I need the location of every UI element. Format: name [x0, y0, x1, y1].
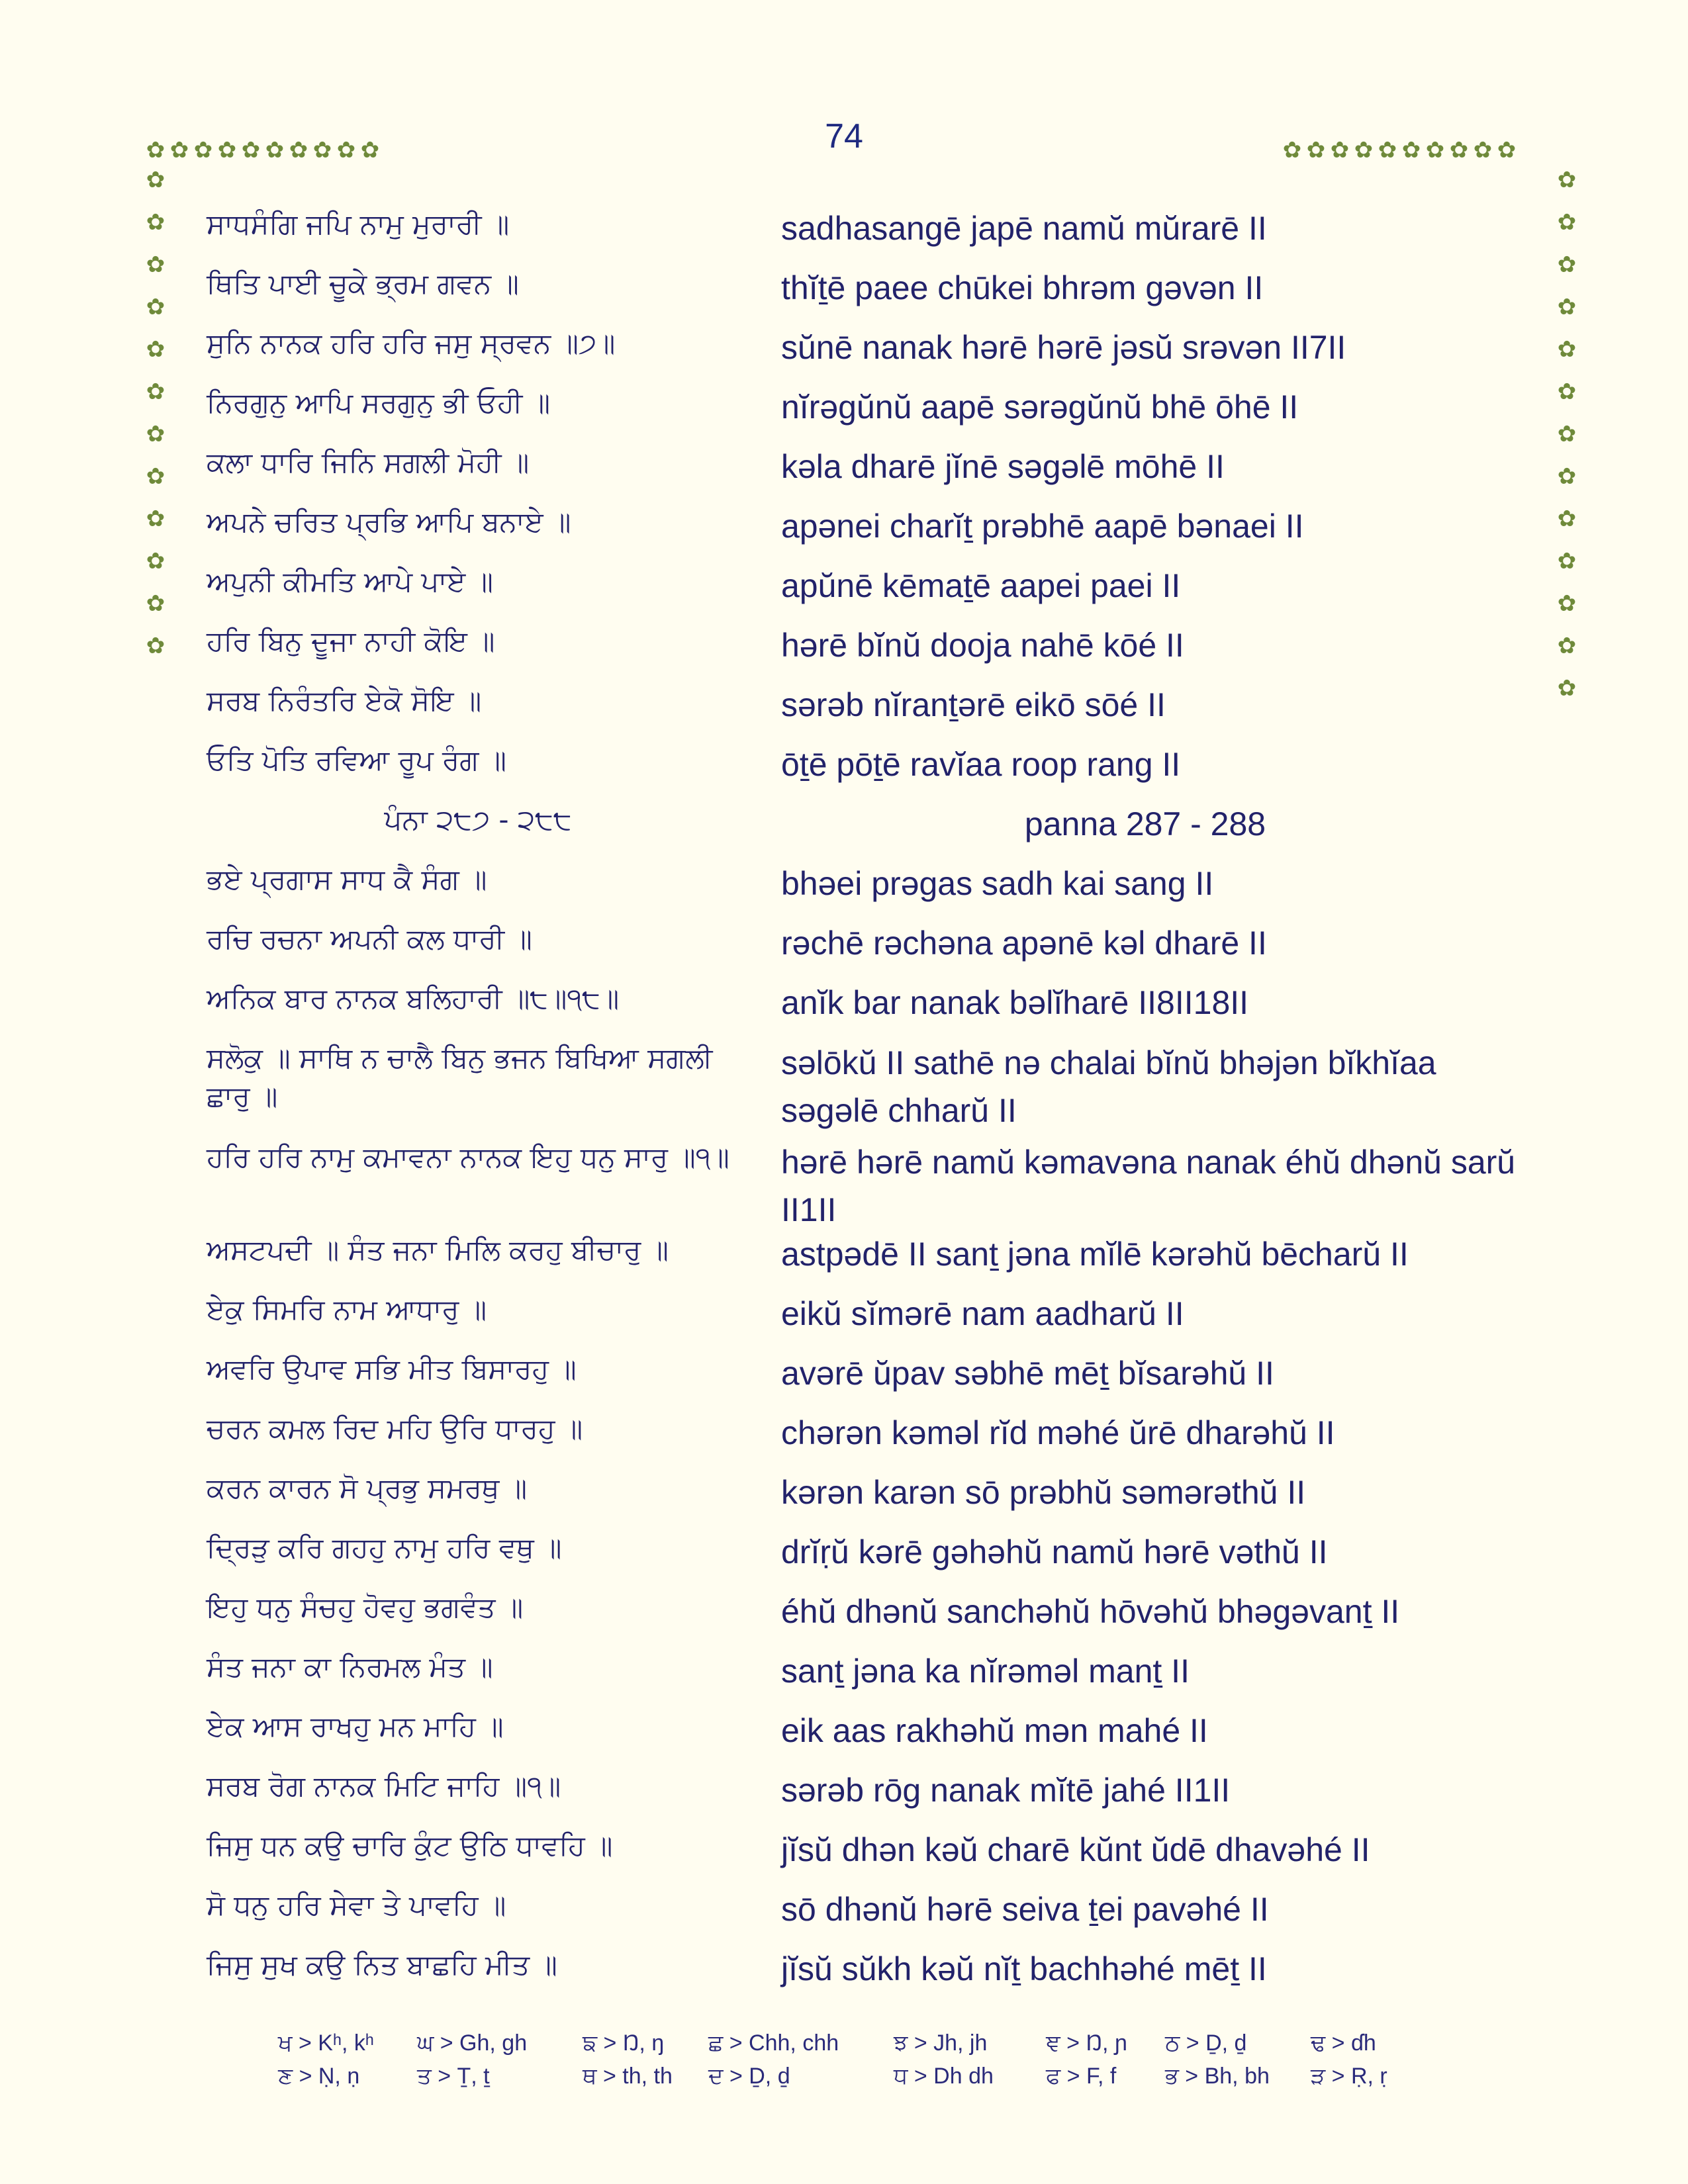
gurmukhi-line: ਦ੍ਰਿੜੁ ਕਰਿ ਗਹਹੁ ਨਾਮੁ ਹਰਿ ਵਥੁ ॥	[207, 1531, 562, 1564]
transliteration-line: səlōkŭ II sathē nə chalai bĭnŭ bhəjən bĭkhĭaa səgəlē chharŭ II	[781, 1044, 1436, 1129]
flower-icon: ✿	[1401, 137, 1421, 163]
flower-icon: ✿	[1306, 137, 1326, 163]
transliteration-line: sō dhənŭ hərē seiva ṯei pavəhé II	[781, 1891, 1269, 1928]
transliteration-line: sərəb nĭranṯərē eikō sōé II	[781, 686, 1166, 723]
transliteration-line: hərē hərē namŭ kəmavəna nanak éhŭ dhənŭ sarŭ II1II	[781, 1144, 1516, 1228]
flower-icon: ✿	[193, 137, 213, 163]
gurmukhi-line: ਕਲਾ ਧਾਰਿ ਜਿਨਿ ਸਗਲੀ ਮੋਹੀ ॥	[207, 446, 530, 478]
gurmukhi-line: ਚਰਨ ਕਮਲ ਰਿਦ ਮਹਿ ਉਰਿ ਧਾਰਹੁ ॥	[207, 1412, 583, 1445]
transliteration-line: sadhasangē japē namŭ mŭrarē II	[781, 210, 1267, 247]
gurmukhi-line: ਜਿਸੁ ਸੁਖ ਕਉ ਨਿਤ ਬਾਛਹਿ ਮੀਤ ॥	[207, 1948, 557, 1981]
page-number: 74	[825, 117, 863, 156]
legend-entry: ਙ > Ŋ, ŋ	[583, 2030, 665, 2056]
flower-icon: ✿	[146, 294, 165, 320]
flower-icon: ✿	[146, 506, 165, 532]
flower-icon: ✿	[1557, 675, 1577, 702]
transliteration-line: sŭnē nanak hərē hərē jəsŭ srəvən II7II	[781, 329, 1346, 366]
page-range-gurmukhi: ਪੰਨਾ ੨੮੭ - ੨੮੮	[384, 803, 572, 836]
flower-icon: ✿	[146, 379, 165, 405]
gurmukhi-line: ਅਸਟਪਦੀ ॥ ਸੰਤ ਜਨਾ ਮਿਲਿ ਕਰਹੁ ਬੀਚਾਰੁ ॥	[207, 1234, 669, 1266]
flower-icon: ✿	[241, 137, 261, 163]
transliteration-line: nĭrəgŭnŭ aapē sərəgŭnŭ bhē ōhē II	[781, 388, 1299, 426]
legend-entry: ਭ > Bh, bh	[1165, 2064, 1270, 2089]
flower-icon: ✿	[1557, 633, 1577, 659]
legend-entry: ਧ > Dh dh	[894, 2064, 994, 2089]
gurmukhi-line: ਕਰਨ ਕਾਰਨ ਸੋ ਪ੍ਰਭੁ ਸਮਰਥੁ ॥	[207, 1472, 528, 1504]
flower-icon: ✿	[1557, 421, 1577, 447]
flower-icon: ✿	[146, 251, 165, 278]
transliteration-line: astpədē II sanṯ jəna mĭlē kərəhŭ bēcharŭ II	[781, 1236, 1409, 1273]
gurmukhi-line: ਰਚਿ ਰਚਨਾ ਅਪਨੀ ਕਲ ਧਾਰੀ ॥	[207, 923, 532, 955]
gurmukhi-line: ਸੰਤ ਜਨਾ ਕਾ ਨਿਰਮਲ ਮੰਤ ॥	[207, 1651, 493, 1683]
transliteration-line: sanṯ jəna ka nĭrəməl manṯ II	[781, 1653, 1190, 1690]
legend-entry: ਝ > Jh, jh	[894, 2030, 988, 2056]
flower-icon: ✿	[1497, 137, 1517, 163]
gurmukhi-line: ਥਿਤਿ ਪਾਈ ਚੂਕੇ ਭ੍ਰਮ ਗਵਨ ॥	[207, 267, 519, 300]
legend-entry: ਖ > Kʰ, kʰ	[278, 2030, 374, 2056]
transliteration-line: kərən karən sō prəbhŭ səmərəthŭ II	[781, 1474, 1306, 1511]
gurmukhi-line: ਸਲੋਕੁ ॥ ਸਾਥਿ ਨ ਚਾਲੈ ਬਿਨੁ ਭਜਨ ਬਿਖਿਆ ਸਗਲੀ ਛਾਰੁ ॥	[207, 1042, 713, 1113]
gurmukhi-line: ਅਪੁਨੀ ਕੀਮਤਿ ਆਪੇ ਪਾਏ ॥	[207, 565, 493, 598]
flower-icon: ✿	[336, 137, 356, 163]
page-range-translit: panna 287 - 288	[1024, 805, 1266, 842]
transliteration-line: avərē ŭpav səbhē mēṯ bĭsarəhŭ II	[781, 1355, 1274, 1392]
transliteration-line: ōṯē pōṯē ravĭaa roop rang II	[781, 746, 1181, 783]
gurmukhi-line: ਅਪਨੇ ਚਰਿਤ ਪ੍ਰਭਿ ਆਪਿ ਬਨਾਏ ॥	[207, 506, 571, 538]
flower-icon: ✿	[146, 421, 165, 447]
legend-entry: ਛ > Chh, chh	[708, 2030, 839, 2056]
transliteration-line: apŭnē kēmaṯē aapei paei II	[781, 567, 1181, 604]
legend-entry: ਦ > Ḏ, ḏ	[708, 2064, 790, 2089]
flower-icon: ✿	[1557, 548, 1577, 574]
legend-entry: ਥ > th, th	[583, 2064, 673, 2089]
transliteration-line: rəchē rəchəna apənē kəl dharē II	[781, 925, 1267, 962]
gurmukhi-line: ਸੋ ਧਨੁ ਹਰਿ ਸੇਵਾ ਤੇ ਪਾਵਹਿ ॥	[207, 1889, 506, 1921]
legend-entry: ਠ > Ḏ, ḏ	[1165, 2030, 1247, 2056]
gurmukhi-line: ਸਰਬ ਨਿਰੰਤਰਿ ਏਕੋ ਸੋਇ ॥	[207, 684, 482, 717]
transliteration-line: eikŭ sĭmərē nam aadharŭ II	[781, 1295, 1184, 1332]
flower-icon: ✿	[146, 633, 165, 659]
gurmukhi-line: ਏਕੁ ਸਿਮਰਿ ਨਾਮ ਆਧਾਰੁ ॥	[207, 1293, 487, 1326]
flower-icon: ✿	[1557, 167, 1577, 193]
legend-entry: ਣ > Ṇ, ṇ	[278, 2064, 360, 2089]
transliteration-line: kəla dharē jĭnē səgəlē mōhē II	[781, 448, 1225, 485]
legend-entry: ਤ > Ṯ, ṯ	[417, 2064, 490, 2089]
gurmukhi-line: ਓਤਿ ਪੋਤਿ ਰਵਿਆ ਰੂਪ ਰੰਗ ॥	[207, 744, 506, 776]
flower-icon: ✿	[1557, 506, 1577, 532]
flower-icon: ✿	[1557, 251, 1577, 278]
transliteration-line: chərən kəməl rĭd məhé ŭrē dharəhŭ II	[781, 1414, 1335, 1451]
gurmukhi-line: ਨਿਰਗੁਨੁ ਆਪਿ ਸਰਗੁਨੁ ਭੀ ਓਹੀ ॥	[207, 387, 551, 419]
gurmukhi-line: ਜਿਸੁ ਧਨ ਕਉ ਚਾਰਿ ਕੁੰਟ ਉਠਿ ਧਾਵਹਿ ॥	[207, 1829, 613, 1862]
flower-icon: ✿	[146, 137, 165, 163]
flower-icon: ✿	[1557, 209, 1577, 236]
gurmukhi-line: ਏਕ ਆਸ ਰਾਖਹੁ ਮਨ ਮਾਹਿ ॥	[207, 1710, 504, 1743]
gurmukhi-line: ਭਏ ਪ੍ਰਗਾਸ ਸਾਧ ਕੈ ਸੰਗ ॥	[207, 863, 487, 895]
flower-icon: ✿	[146, 336, 165, 363]
legend-entry: ਘ > Gh, gh	[417, 2030, 528, 2056]
legend-entry: ਫ > F, f	[1046, 2064, 1117, 2089]
flower-icon: ✿	[146, 209, 165, 236]
transliteration-line: eik aas rakhəhŭ mən mahé II	[781, 1712, 1208, 1749]
gurmukhi-line: ਅਵਰਿ ਉਪਾਵ ਸਭਿ ਮੀਤ ਬਿਸਾਰਹੁ ॥	[207, 1353, 577, 1385]
flower-icon: ✿	[265, 137, 285, 163]
flower-icon: ✿	[1354, 137, 1374, 163]
flower-icon: ✿	[312, 137, 332, 163]
flower-icon: ✿	[169, 137, 189, 163]
legend-entry: ੜ > Ṛ, ṛ	[1311, 2064, 1387, 2089]
flower-icon: ✿	[1449, 137, 1469, 163]
transliteration-line: anĭk bar nanak bəlĭharē II8II18II	[781, 984, 1249, 1021]
flower-icon: ✿	[1557, 294, 1577, 320]
flower-icon: ✿	[360, 137, 380, 163]
flower-icon: ✿	[1282, 137, 1302, 163]
flower-icon: ✿	[1557, 463, 1577, 490]
gurmukhi-line: ਅਨਿਕ ਬਾਰ ਨਾਨਕ ਬਲਿਹਾਰੀ ॥੮॥੧੮॥	[207, 982, 620, 1015]
flower-icon: ✿	[289, 137, 308, 163]
gurmukhi-line: ਹਰਿ ਬਿਨੁ ਦੂਜਾ ਨਾਹੀ ਕੋਇ ॥	[207, 625, 495, 657]
legend-entry: ਞ > Ŋ, ɲ	[1046, 2030, 1127, 2056]
transliteration-line: jĭsŭ sŭkh kəŭ nĭṯ bachhəhé mēṯ II	[781, 1950, 1267, 1987]
flower-icon: ✿	[146, 463, 165, 490]
flower-icon: ✿	[1557, 336, 1577, 363]
flower-icon: ✿	[1557, 379, 1577, 405]
flower-icon: ✿	[146, 548, 165, 574]
gurmukhi-line: ਹਰਿ ਹਰਿ ਨਾਮੁ ਕਮਾਵਨਾ ਨਾਨਕ ਇਹੁ ਧਨੁ ਸਾਰੁ ॥੧॥	[207, 1141, 729, 1173]
transliteration-line: éhŭ dhənŭ sanchəhŭ hōvəhŭ bhəgəvanṯ II	[781, 1593, 1400, 1630]
gurmukhi-line: ਸੁਨਿ ਨਾਨਕ ਹਰਿ ਹਰਿ ਜਸੁ ਸ੍ਰਵਨ ॥੭॥	[207, 327, 616, 359]
transliteration-line: thĭṯē paee chūkei bhrəm gəvən II	[781, 269, 1264, 306]
transliteration-line: drĭṛŭ kərē gəhəhŭ namŭ hərē vəthŭ II	[781, 1533, 1328, 1570]
flower-icon: ✿	[1473, 137, 1493, 163]
flower-icon: ✿	[1330, 137, 1350, 163]
flower-icon: ✿	[1425, 137, 1445, 163]
transliteration-line: jĭsŭ dhən kəŭ charē kŭnt ŭdē dhavəhé II	[781, 1831, 1370, 1868]
gurmukhi-line: ਇਹੁ ਧਨੁ ਸੰਚਹੁ ਹੋਵਹੁ ਭਗਵੰਤ ॥	[207, 1591, 524, 1623]
flower-icon: ✿	[146, 590, 165, 617]
transliteration-line: hərē bĭnŭ dooja nahē kōé II	[781, 627, 1184, 664]
transliteration-line: apənei charĭṯ prəbhē aapē bənaei II	[781, 508, 1304, 545]
transliteration-line: sərəb rōg nanak mĭtē jahé II1II	[781, 1772, 1231, 1809]
legend-entry: ਢ > ɗh	[1311, 2030, 1376, 2056]
flower-icon: ✿	[1557, 590, 1577, 617]
flower-icon: ✿	[1378, 137, 1397, 163]
gurmukhi-line: ਸਰਬ ਰੋਗ ਨਾਨਕ ਮਿਟਿ ਜਾਹਿ ॥੧॥	[207, 1770, 561, 1802]
flower-icon: ✿	[146, 167, 165, 193]
flower-icon: ✿	[217, 137, 237, 163]
gurmukhi-line: ਸਾਧਸੰਗਿ ਜਪਿ ਨਾਮੁ ਮੁਰਾਰੀ ॥	[207, 208, 510, 240]
transliteration-line: bhəei prəgas sadh kai sang II	[781, 865, 1214, 902]
